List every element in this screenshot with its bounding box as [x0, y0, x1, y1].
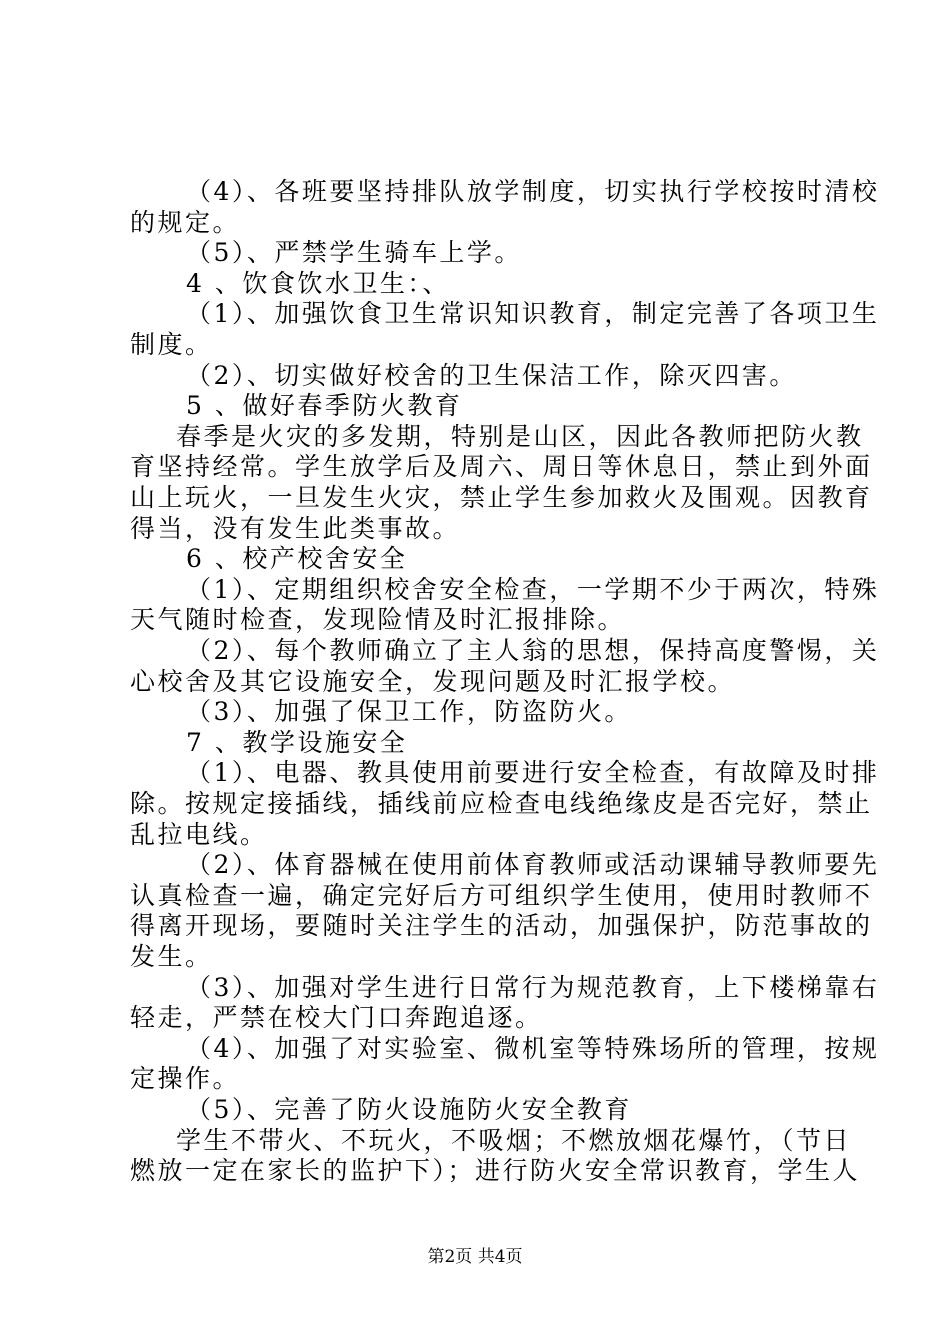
text-line: 乱拉电线。 [130, 820, 268, 849]
text-line: 定操作。 [130, 1064, 241, 1093]
text-line: 发生。 [130, 942, 213, 971]
section-heading: 6 、校产校舍安全 [186, 544, 408, 573]
text-line: 心校舍及其它设施安全，发现问题及时汇报学校。 [130, 667, 736, 696]
text-line: （3）、加强了保卫工作，防盗防火。 [186, 697, 632, 726]
text-line: （2）、体育器械在使用前体育教师或活动课辅导教师要先 [186, 850, 880, 879]
text-line: 春季是火灾的多发期，特别是山区，因此各教师把防火教 [176, 422, 864, 451]
text-line: （4）、各班要坚持排队放学制度，切实执行学校按时清校 [186, 177, 880, 206]
text-line: 认真检查一遍，确定完好后方可组织学生使用，使用时教师不 [130, 881, 873, 910]
text-line: （3）、加强对学生进行日常行为规范教育，上下楼梯靠右 [186, 973, 880, 1002]
text-line: （1）、加强饮食卫生常识知识教育，制定完善了各项卫生 [186, 299, 880, 328]
text-line: （2）、每个教师确立了主人翁的思想，保持高度警惕，关 [186, 636, 880, 665]
text-line: （1）、电器、教具使用前要进行安全检查，有故障及时排 [186, 758, 880, 787]
text-line: 天气随时检查，发现险情及时汇报排除。 [130, 605, 626, 634]
section-heading: 4 、饮食饮水卫生：、 [186, 269, 450, 298]
text-line: （5）、完善了防火设施防火安全教育 [186, 1095, 632, 1124]
text-line: 制度。 [130, 330, 213, 359]
page-footer: 第2页 共4页 [427, 1247, 523, 1267]
text-line: （5）、严禁学生骑车上学。 [186, 238, 522, 267]
text-line: 得离开现场，要随时关注学生的活动，加强保护，防范事故的 [130, 911, 873, 940]
section-heading: 5 、做好春季防火教育 [186, 391, 463, 420]
text-line: 山上玩火，一旦发生火灾，禁止学生参加救火及围观。因教育 [130, 483, 873, 512]
text-line: 育坚持经常。学生放学后及周六、周日等休息日，禁止到外面 [130, 452, 873, 481]
text-line: 轻走，严禁在校大门口奔跑追逐。 [130, 1003, 543, 1032]
text-line: 燃放一定在家长的监护下）；进行防火安全常识教育，学生人 [130, 1156, 861, 1185]
text-line: 除。按规定接插线，插线前应检查电线绝缘皮是否完好，禁止 [130, 789, 873, 818]
text-line: 学生不带火、不玩火，不吸烟；不燃放烟花爆竹，（节日 [176, 1126, 852, 1155]
text-line: （2）、切实做好校舍的卫生保洁工作，除灭四害。 [186, 361, 797, 390]
text-line: 得当，没有发生此类事故。 [130, 514, 461, 543]
text-line: （1）、定期组织校舍安全检查，一学期不少于两次，特殊 [186, 575, 880, 604]
text-line: 的规定。 [130, 208, 241, 237]
section-heading: 7 、教学设施安全 [186, 728, 408, 757]
text-line: （4）、加强了对实验室、微机室等特殊场所的管理，按规 [186, 1034, 880, 1063]
